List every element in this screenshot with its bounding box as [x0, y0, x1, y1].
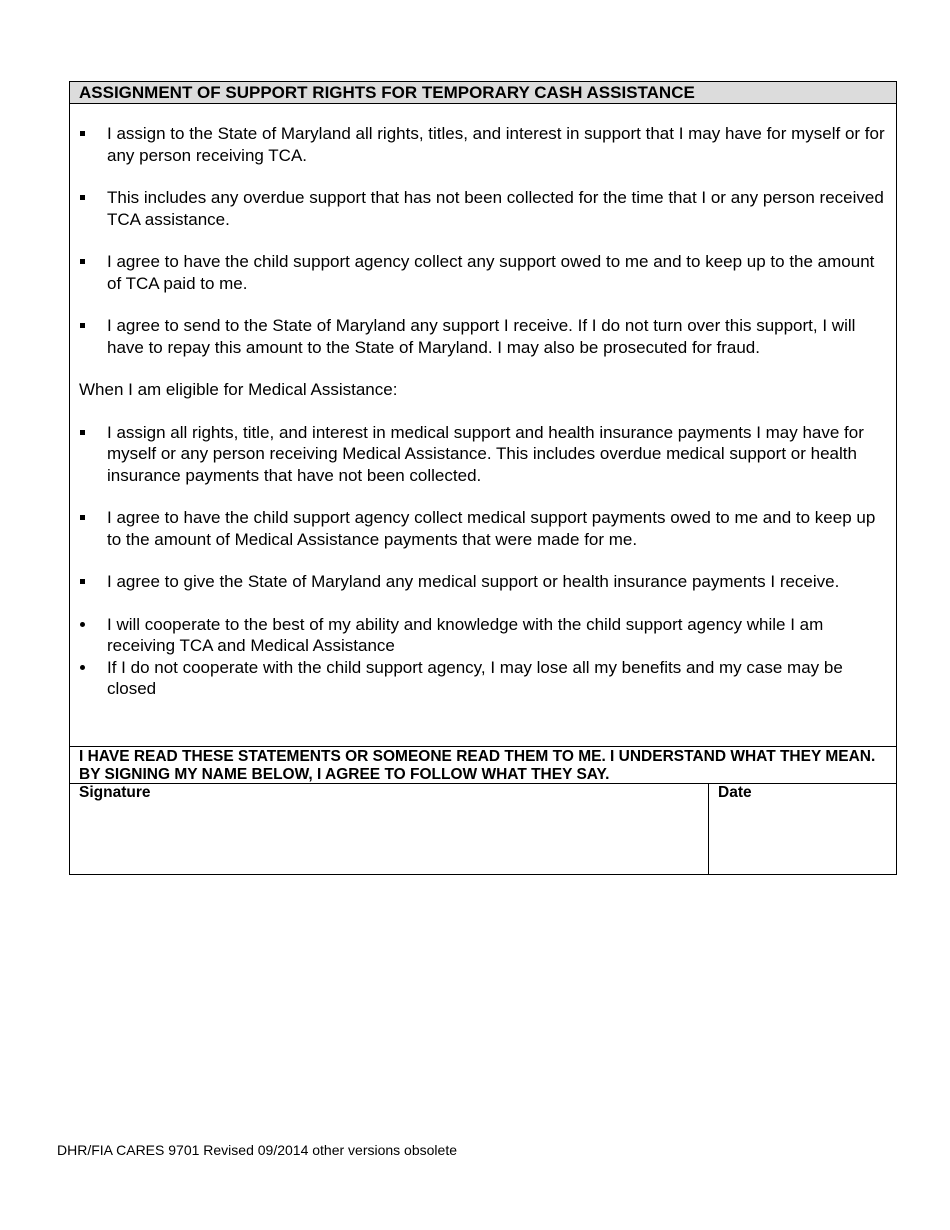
- cooperation-statement-2: [79, 657, 888, 700]
- tca-statement-2: [79, 187, 888, 230]
- signature-field[interactable]: [70, 784, 709, 874]
- tca-statement-1: [79, 123, 888, 166]
- acknowledgement-statement: I HAVE READ THESE STATEMENTS OR SOMEONE READ THEM TO ME. I UNDERSTAND WHAT THEY MEAN. BY SIGNING MY NAME BELOW, I AGREE TO FOLLOW WHAT THEY SAY.: [70, 746, 896, 784]
- tca-statement-4: [79, 315, 888, 358]
- form-number-footer: DHR/FIA CARES 9701 Revised 09/2014 other versions obsolete: [57, 1142, 457, 1158]
- statement-text: This includes any overdue support that has not been collected for the time that I or any person received TCA assistance.: [107, 188, 884, 229]
- assignment-form: [69, 81, 897, 875]
- date-field[interactable]: [709, 784, 896, 874]
- tca-statement-3: [79, 251, 888, 294]
- statements-section: [70, 104, 896, 746]
- statement-text: I agree to give the State of Maryland any medical support or health insurance payments I receive.: [107, 572, 840, 591]
- form-title: ASSIGNMENT OF SUPPORT RIGHTS FOR TEMPORARY CASH ASSISTANCE: [70, 82, 896, 104]
- statement-text: I assign to the State of Maryland all rights, titles, and interest in support that I may have for myself or for any person receiving TCA.: [107, 124, 885, 165]
- date-label: Date: [718, 784, 752, 801]
- statement-text: I agree to have the child support agency collect any support owed to me and to keep up to the amount of TCA paid to me.: [107, 252, 875, 293]
- statement-text: I assign all rights, title, and interest in medical support and health insurance payments I may have for myself or any person receiving Medical Assistance. This includes overdue medical support or health insurance payments that have not been collected.: [107, 422, 864, 485]
- medical-statement-1: [79, 422, 888, 487]
- medical-intro: When I am eligible for Medical Assistance:: [79, 380, 398, 399]
- medical-statement-3: [79, 571, 888, 593]
- cooperation-statement-1: [79, 614, 888, 657]
- medical-statement-2: [79, 507, 888, 550]
- statement-text: I agree to have the child support agency collect medical support payments owed to me and to keep up to the amount of Medical Assistance payments that were made for me.: [107, 508, 876, 549]
- signature-row: [70, 784, 896, 874]
- signature-label: Signature: [79, 784, 151, 801]
- statement-text: I will cooperate to the best of my ability and knowledge with the child support agency while I am receiving TCA and Medical Assistance: [107, 614, 824, 655]
- statement-text: I agree to send to the State of Maryland any support I receive. If I do not turn over this support, I will have to repay this amount to the State of Maryland. I may also be prosecuted for fraud.: [107, 316, 856, 357]
- statement-text: If I do not cooperate with the child support agency, I may lose all my benefits and my case may be closed: [107, 657, 843, 698]
